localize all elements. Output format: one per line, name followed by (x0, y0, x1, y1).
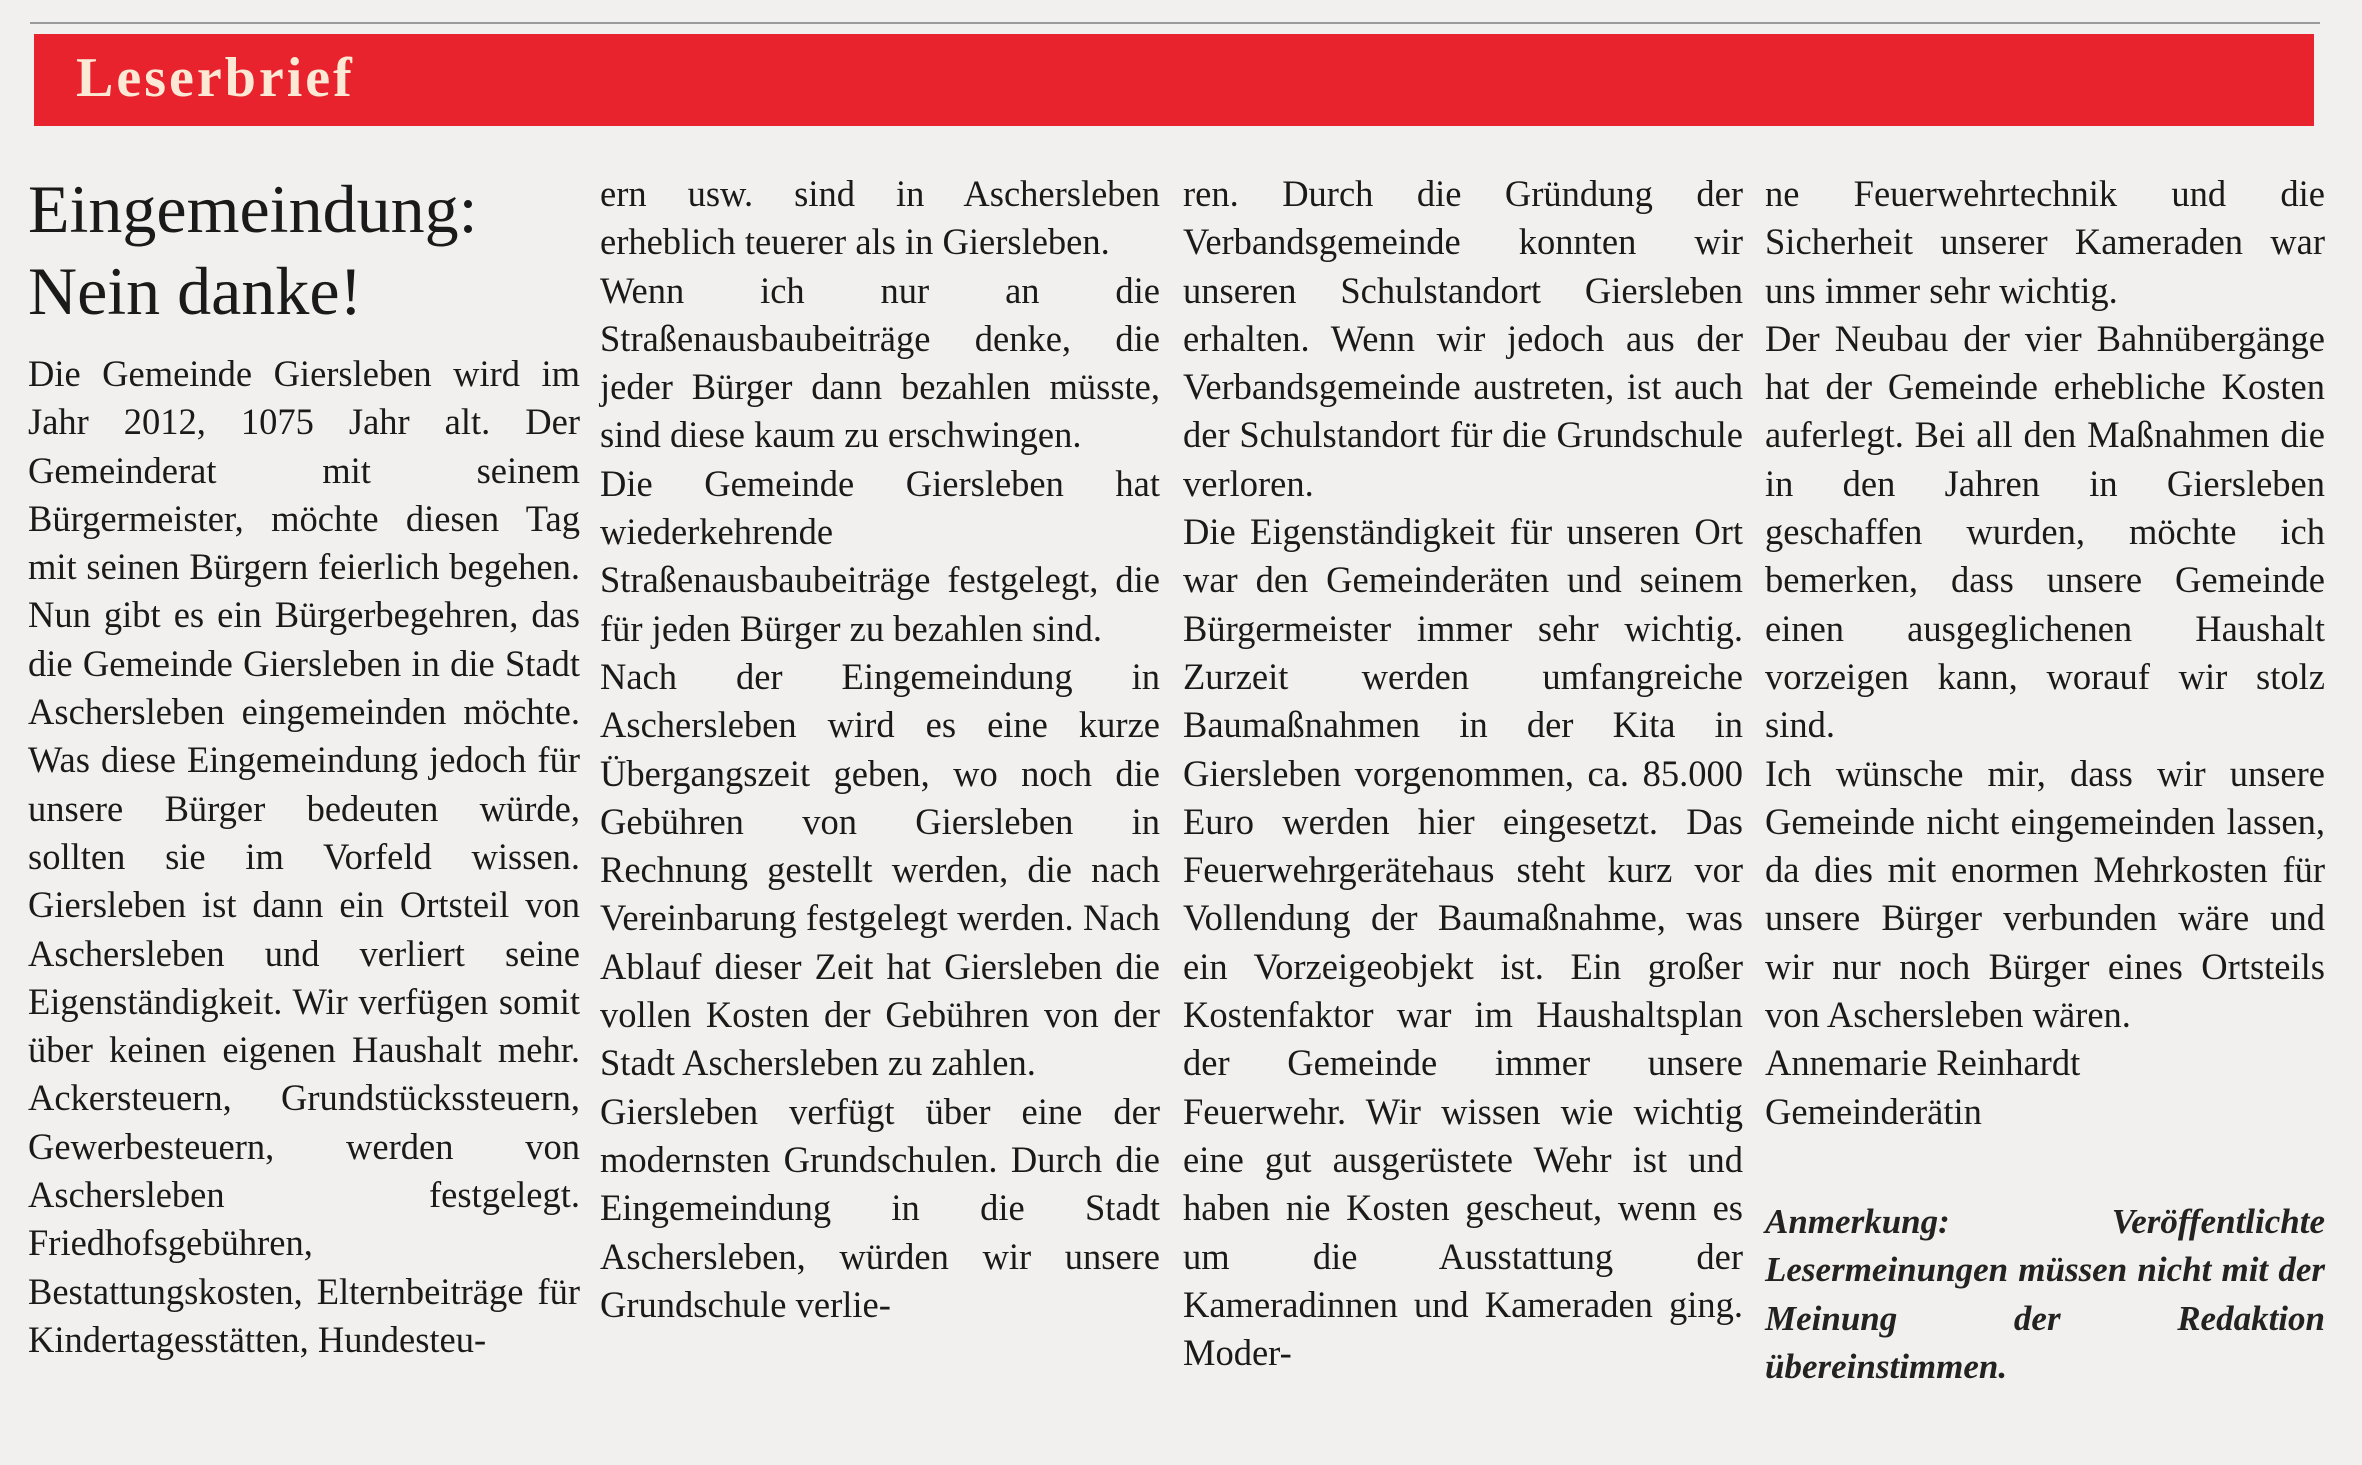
paragraph: ern usw. sind in Aschersleben erheblich teuerer als in Giersleben. (600, 173, 1160, 263)
editorial-note (1765, 1198, 2325, 1391)
column-2 (600, 170, 1160, 1329)
section-banner (34, 34, 2314, 126)
paragraph: Wenn ich nur an die Straßenausbaubeiträge denke, die jeder Bürger dann bezahlen müsste, sind diese kaum zu erschwingen. (600, 269, 1160, 456)
top-rule (30, 22, 2320, 24)
headline (28, 168, 580, 332)
column-3 (1183, 170, 1743, 1377)
paragraph: Die Gemeinde Giersleben hat wiederkehrende Straßenausbaubeiträge festgelegt, die für jeden Bürger zu bezahlen sind. (600, 462, 1160, 649)
paragraph: Der Neubau der vier Bahnübergänge hat der Gemeinde erhebliche Kosten auferlegt. Bei all den Maßnahmen die in den Jahren in Giersleben geschaffen wurden, möchte ich bemerken, dass unsere Gemeinde einen ausgeglichenen Haushalt vorzeigen kann, worauf wir stolz sind. (1765, 317, 2325, 746)
author-title: Gemeinderätin (1765, 1090, 1982, 1132)
paragraph: Die Gemeinde Giersleben wird im Jahr 2012, 1075 Jahr alt. Der Gemeinderat mit seinem Bürgermeister, möchte diesen Tag mit seinen Bürgern feierlich begehen. Nun gibt es ein Bürgerbegehren, das die Gemeinde Giersleben in die Stadt Aschersleben eingemeinden möchte. Was diese Eingemeindung jedoch für unsere Bürger bedeuten würde, sollten sie im Vorfeld wissen. Giersleben ist dann ein Ortsteil von Aschersleben und verliert seine Eigenständigkeit. Wir verfügen somit über keinen eigenen Haushalt mehr. Ackersteuern, Grundstückssteuern, Gewerbesteuern, werden von Aschersleben festgelegt. Friedhofsgebühren, Bestattungskosten, Elternbeiträge für Kindertagesstätten, Hundesteu- (28, 353, 580, 1360)
headline-line-1: Eingemeindung: (28, 171, 478, 247)
author-name: Annemarie Reinhardt (1765, 1042, 2081, 1084)
paragraph: Nach der Eingemeindung in Aschersleben wird es eine kurze Übergangszeit geben, wo noch die Gebühren von Giersleben in Rechnung gestellt werden, die nach Vereinbarung festgelegt werden. Nach Ablauf dieser Zeit hat Giersleben die vollen Kosten der Gebühren von der Stadt Aschersleben zu zahlen. (600, 655, 1160, 1084)
column-1 (28, 168, 580, 1364)
paragraph: Giersleben verfügt über eine der modernsten Grundschulen. Durch die Eingemeindung in die Stadt Aschersleben, würden wir unsere Grundschule verlie- (600, 1090, 1160, 1325)
editorial-note-label: Anmerkung: (1765, 1201, 1950, 1241)
paragraph: Ich wünsche mir, dass wir unsere Gemeinde nicht eingemeinden lassen, da dies mit enormen Mehrkosten für unsere Bürger verbunden wäre und wir nur noch Bürger eines Ortsteils von Aschersleben wären. (1765, 752, 2325, 1036)
paragraph: ren. Durch die Gründung der Verbandsgemeinde konnten wir unseren Schulstandort Giersleben erhalten. Wenn wir jedoch aus der Verbandsgemeinde austreten, ist auch der Schulstandort für die Grundschule verloren. (1183, 173, 1743, 504)
column-4 (1765, 170, 2325, 1426)
paragraph: Die Eigenständigkeit für unseren Ort war den Gemeinderäten und seinem Bürgermeister immer sehr wichtig. Zurzeit werden umfangreiche Baumaßnahmen in der Kita in Giersleben vorgenommen, ca. 85.000 Euro werden hier eingesetzt. Das Feuerwehrgerätehaus steht kurz vor Vollendung der Baumaßnahme, was ein Vorzeigeobjekt ist. Ein großer Kostenfaktor war im Haushaltsplan der Gemeinde immer unsere Feuerwehr. Wir wissen wie wichtig eine gut ausgerüstete Wehr ist und haben nie Kosten gescheut, wenn es um die Ausstattung der Kameradinnen und Kameraden ging. Moder- (1183, 511, 1743, 1374)
headline-line-2: Nein danke! (28, 253, 363, 329)
editorial-note-text: Veröffentlichte Lesermeinungen müssen nicht mit der Meinung der Redaktion übereinstimmen. (1765, 1201, 2325, 1386)
paragraph: ne Feuerwehrtechnik und die Sicherheit unserer Kameraden war uns immer sehr wichtig. (1765, 173, 2325, 311)
section-label: Leserbrief (76, 47, 355, 109)
